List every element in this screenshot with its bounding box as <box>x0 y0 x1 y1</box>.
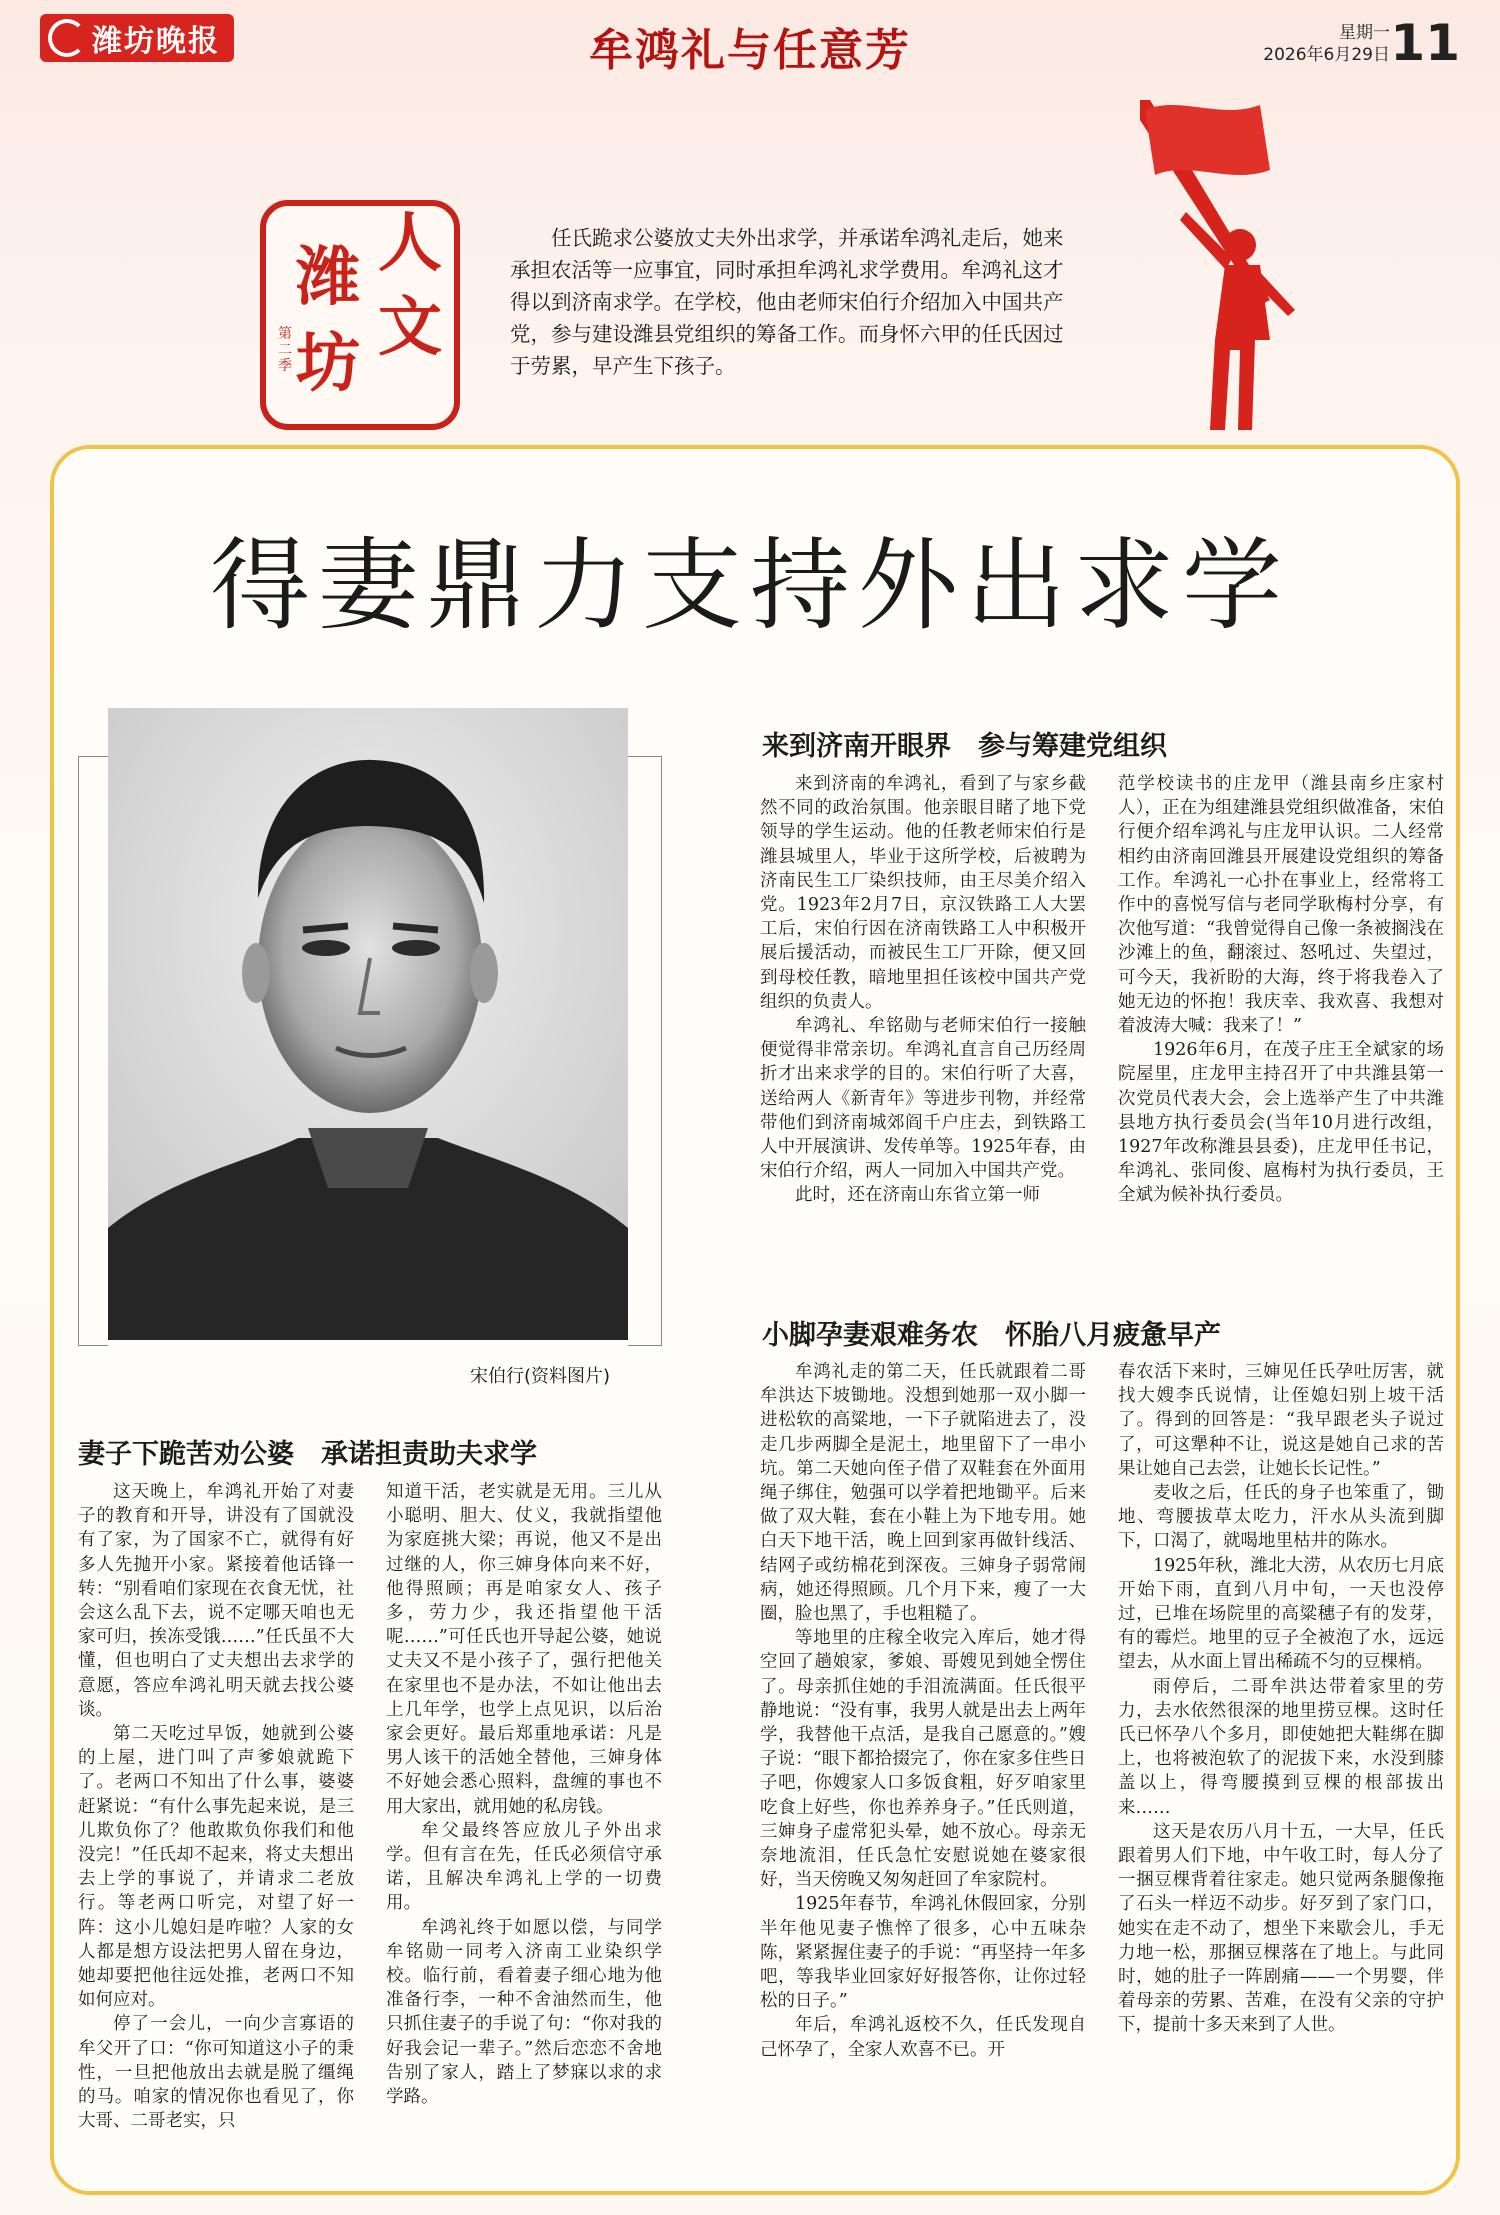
section-3-col-a <box>760 1360 1086 2172</box>
paragraph: 这天晚上，牟鸿礼开始了对妻子的教育和开导，讲没有了国就没有了家，为了国家不亡，就得有好多人先抛开小家。紧接着他话锋一转：“别看咱们家现在衣食无忧，社会这么乱下去，说不定哪天咱也无家可归，挨冻受饿……”任氏虽不大懂，但也明白了丈夫想出去求学的意愿，答应牟鸿礼明天就去找公婆谈。 <box>78 1482 354 1720</box>
paragraph: 第二天吃过早饭，她就到公婆的上屋，进门叫了声爹娘就跪下了。老两口不知出了什么事，婆婆赶紧说：“有什么事先起来说，是三儿欺负你了？他敢欺负你我们和他没完！”任氏却不起来，将丈夫想出去上学的事说了，并请求二老放行。等老两口听完，对望了好一阵：这小儿媳妇是咋啦？人家的女人都是想方设法把男人留在身边，她却要把他往远处推，老两口不知如何应对。 <box>78 1724 354 2011</box>
paragraph: 1926年6月，在茂子庄王全斌家的场院屋里，庄龙甲主持召开了中共潍县第一次党员代表大会，会上选举产生了中共潍县地方执行委员会(当年10月进行改组，1927年改称潍县县委)，庄龙甲任书记，牟鸿礼、张同俊、扈梅村为执行委员，王全斌为候补执行委员。 <box>1118 1040 1444 1206</box>
photo-frame-left <box>78 756 108 1346</box>
section-3-title: 小脚孕妻艰难务农 怀胎八月疲惫早产 <box>762 1320 1221 1351</box>
stamp-char-wei: 潍 <box>296 240 360 315</box>
section-2-col-a <box>760 772 1086 1268</box>
section-1-title: 妻子下跪苦劝公婆 承诺担责助夫求学 <box>78 1439 537 1470</box>
newspaper-name: 潍坊晚报 <box>92 24 220 59</box>
paragraph: 1925年秋，潍北大涝，从农历七月底开始下雨，直到八月中旬，一天也没停过，已堆在场院里的高粱穗子有的发芽，有的霉烂。地里的豆子全被泡了水，远远望去，从水面上冒出稀疏不匀的豆棵梢。 <box>1118 1555 1444 1673</box>
lead-paragraph: 任氏跪求公婆放丈夫外出求学，并承诺牟鸿礼走后，她来承担农活等一应事宜，同时承担牟鸿礼求学费用。牟鸿礼这才得以到济南求学。在学校，他由老师宋伯行介绍加入中国共产党，参与建设潍县党组织的筹备工作。而身怀六甲的任氏因过于劳累，早产生下孩子。 <box>510 226 1064 378</box>
section-1-col-a <box>78 1480 354 2170</box>
flag-bearer-illustration <box>1120 100 1360 450</box>
paragraph: 牟鸿礼终于如愿以偿，与同学牟铭勋一同考入济南工业染织学校。临行前，看着妻子细心地为他准备行李，一种不舍油然而生，他只抓住妻子的手说了句：“你对我的好我会记一辈子。”然后恋恋不舍地告别了家人，踏上了梦寐以求的求学路。 <box>386 1917 662 2108</box>
paragraph: 1925年春节，牟鸿礼休假回家，分别半年他见妻子憔悴了很多，心中五味杂陈，紧紧握住妻子的手说：“再坚持一年多吧，等我毕业回家好好报答你，让你过轻松的日子。” <box>760 1894 1086 2012</box>
date-block <box>1263 22 1390 66</box>
photo-frame-right <box>628 756 662 1346</box>
weekday: 星期一 <box>1339 23 1390 43</box>
paragraph: 此时，还在济南山东省立第一师 <box>795 1185 1040 1206</box>
paragraph: 这天是农历八月十五，一大早，任氏跟着男人们下地，中午收工时，每人分了一捆豆棵背着往家走。她只觉两条腿像拖了石头一样迈不动步。好歹到了家门口，她实在走不动了，想坐下来歇会儿，手无力地一松，那捆豆棵落在了地上。与此同时，她的肚子一阵剧痛——一个男婴，伴着母亲的劳累、苦难，在没有父亲的守护下，提前十多天来到了人世。 <box>1118 1821 1444 2036</box>
paragraph: 牟父最终答应放儿子外出求学。但有言在先，任氏必须信守承诺，且解决牟鸿礼上学的一切费用。 <box>386 1820 662 1914</box>
portrait-illustration <box>108 708 628 1340</box>
stamp-char-fang: 坊 <box>296 326 360 401</box>
paragraph: 年后，牟鸿礼返校不久，任氏发现自己怀孕了，全家人欢喜不已。开 <box>760 2015 1086 2060</box>
page-number: 11 <box>1390 14 1460 72</box>
photo-caption: 宋伯行(资料图片) <box>470 1366 611 1387</box>
section-2-col-b <box>1118 772 1444 1268</box>
section-1-col-b <box>386 1480 662 2170</box>
stamp-season: 第二季 <box>278 326 292 374</box>
portrait-photo <box>108 708 628 1340</box>
paragraph: 雨停后，二哥牟洪达带着家里的劳力，去水依然很深的地里捞豆棵。这时任氏已怀孕八个多月，即使她把大鞋绑在脚上，也将被泡软了的泥拔下来，水没到膝盖以上，得弯腰摸到豆棵的根部拔出来…… <box>1118 1676 1444 1818</box>
issue-date: 2026年6月29日 <box>1263 45 1390 65</box>
paragraph: 等地里的庄稼全收完入库后，她才得空回了趟娘家，爹娘、哥嫂见到她全愣住了。母亲抓住她的手泪流满面。任氏很平静地说：“没有事，我男人就是出去上两年学，我替他干点活，是我自己愿意的。”嫂子说：“眼下都拾掇完了，你在家多住些日子吧，你嫂家人口多饭食粗，好歹咱家里吃食上好些，你也养养身子。”任氏则道，三婶身子虚常犯头晕，她不放心。母亲无奈地流泪，任氏急忙安慰说她在婆家很好，当天傍晚又匆匆赶回了牟家院村。 <box>760 1628 1086 1891</box>
paragraph: 牟鸿礼、牟铭勋与老师宋伯行一接触便觉得非常亲切。牟鸿礼直言自己历经周折才出来求学的目的。宋伯行听了大喜，送给两人《新青年》等进步刊物，并经常带他们到济南城郊阎千户庄去，到铁路工人中开展演讲、发传单等。1925年春，由宋伯行介绍，两人一同加入中国共产党。 <box>760 1016 1086 1182</box>
headline: 得妻鼎力支持外出求学 <box>210 527 1290 644</box>
paragraph: 春农活下来时，三婶见任氏孕吐厉害，就找大嫂李氏说情，让侄媳妇别上坡干活了。得到的回答是：“我早跟老头子说过了，可这犟种不让，说这是她自己求的苦果让她自己去尝，让她长长记性。” <box>1118 1362 1444 1479</box>
paragraph: 知道干活，老实就是无用。三儿从小聪明、胆大、仗义，我就指望他为家庭挑大梁；再说，他又不是出过继的人，你三婶身体向来不好，他得照顾；再是咱家女人、孩子多，劳力少，我还指望他干活呢……”可任氏也开导起公婆，她说丈夫又不是小孩子了，强行把他关在家里也不是办法，不如让他出去上几年学，也学上点见识，以后治家会更好。最后郑重地承诺：凡是男人该干的活她全替他，三婶身体不好她会悉心照料，盘缠的事也不用大家出，就用她的私房钱。 <box>386 1482 662 1817</box>
paragraph: 范学校读书的庄龙甲（潍县南乡庄家村人），正在为组建潍县党组织做准备，宋伯行便介绍牟鸿礼与庄龙甲认识。二人经常相约由济南回潍县开展建设党组织的筹备工作。牟鸿礼一心扑在事业上，经常将工作中的喜悦写信与老同学耿梅村分享，有次他写道：“我曾觉得自己像一条被搁浅在沙滩上的鱼，翻滚过、怒吼过、失望过，可今天，我祈盼的大海，终于将我卷入了她无边的怀抱！我庆幸、我欢喜、我想对着波涛大喊：我来了！” <box>1118 774 1444 1037</box>
paragraph: 停了一会儿，一向少言寡语的牟父开了口：“你可知道这小子的秉性，一旦把他放出去就是脱了缰绳的马。咱家的情况你也看见了，你大哥、二哥老实，只 <box>78 2014 354 2132</box>
paragraph: 麦收之后，任氏的身子也笨重了，锄地、弯腰拔草太吃力，汗水从头流到脚下，口渴了，就喝地里枯井的陈水。 <box>1118 1483 1444 1552</box>
paragraph: 牟鸿礼走的第二天，任氏就跟着二哥牟洪达下坡锄地。没想到她那一双小脚一进松软的高粱地，一下子就陷进去了，没走几步两脚全是泥土，地里留下了一串小坑。第二天她向侄子借了双鞋套在外面用绳子绑住，勉强可以学着把地锄平。后来做了双大鞋，套在小鞋上为下地专用。她白天下地干活，晚上回到家再做针线活、结网子或纺棉花到深夜。三婶身子弱常闹病，她还得照顾。几个月下来，瘦了一大圈，脸也黑了，手也粗糙了。 <box>760 1362 1086 1625</box>
stamp-char-wen: 文 <box>378 290 442 365</box>
page-kicker: 牟鸿礼与任意芳 <box>589 25 911 76</box>
section-2-title: 来到济南开眼界 参与筹建党组织 <box>762 731 1167 762</box>
stamp-char-ren: 人 <box>378 206 442 281</box>
column-stamp <box>260 200 460 430</box>
section-3-col-b <box>1118 1360 1444 2172</box>
paragraph: 来到济南的牟鸿礼，看到了与家乡截然不同的政治氛围。他亲眼目睹了地下党领导的学生运动。他的任教老师宋伯行是潍县城里人，毕业于这所学校，后被聘为济南民生工厂染织技师，由王尽美介绍入党。1923年2月7日，京汉铁路工人大罢工后，宋伯行因在济南铁路工人中积极开展后援活动，而被民生工厂开除，便又回到母校任教，暗地里担任该校中国共产党组织的负责人。 <box>760 774 1086 1012</box>
